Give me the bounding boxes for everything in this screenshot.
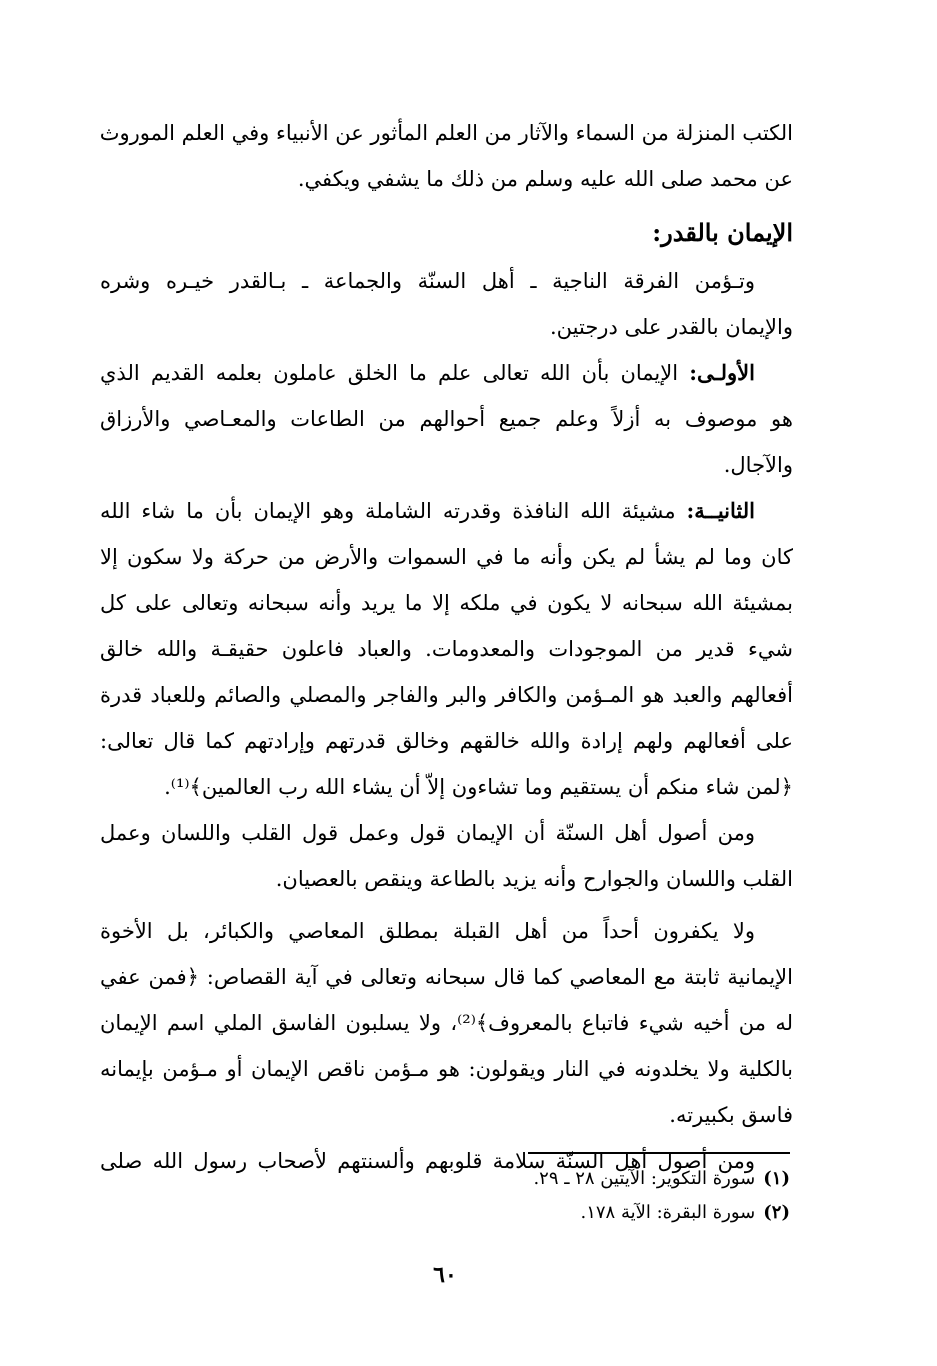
paragraph-lead: الثانيــة: (686, 498, 755, 523)
text-span: الإيمان بأن الله تعالى علم ما الخلق عاملون بعلمه القديم الذي (100, 361, 690, 385)
footnote-number: (٢) (763, 1202, 790, 1223)
text-line: فاسق بكبيرته. (669, 1103, 793, 1127)
text-line: شيء قدير من الموجودات والمعدومات. والعباد فاعلون حقيقـة والله خالق (100, 637, 793, 661)
text-line: الكتب المنزلة من السماء والآثار من العلم المأثور عن الأنبياء وفي العلم الموروث (99, 121, 793, 145)
text-line: عن محمد صلى الله عليه وسلم من ذلك ما يشفي ويكفي. (297, 167, 793, 191)
text-line: أفعالهم والعبد هو المـؤمن والكافر والبر والفاجر والمصلي والصائم وللعباد قدرة (100, 683, 793, 707)
text-line: ولا يكفرون أحداً من أهل القبلة بمطلق المعاصي والكبائر، بل الأخوة (100, 919, 755, 943)
text-line: والآجال. (723, 453, 793, 477)
page-number: ٦٠ (433, 1262, 457, 1288)
page-body (100, 110, 793, 1184)
text-line: بمشيئة الله سبحانه لا يكون في ملكه إلا ما يريد وأنه سبحانه وتعالى على كل (100, 591, 793, 615)
text-line: القلب واللسان والجوارح وأنه يزيد بالطاعة وينقص بالعصيان. (275, 867, 793, 891)
text-line: ومن أصول أهل السنّة سلامة قلوبهم وألسنتهم لأصحاب رسول الله صلى (100, 1149, 755, 1173)
text-line (100, 350, 793, 396)
footnote-divider (528, 1152, 790, 1154)
text-line: كان وما لم يشأ لم يكن وأنه ما في السموات والأرض من حركة ولا سكون إلا (100, 545, 793, 569)
text-span: مشيئة الله النافذة وقدرته الشاملة وهو الإيمان بأن ما شاء الله (100, 499, 687, 523)
text-line: وتـؤمن الفرقة الناجية ـ أهل السنّة والجماعة ـ بـالقدر خيـره وشره (100, 269, 755, 293)
text-line (100, 488, 793, 534)
section-heading: الإيمان بالقدر: (652, 218, 793, 247)
text-line: على أفعالهم ولهم إرادة والله خالقهم وخالق قدرتهم وإرادتهم كما قال تعالى: (100, 729, 793, 753)
footnote-text: سورة التكوير: الآيتين ٢٨ ـ ٢٩. (533, 1168, 756, 1189)
footnote-number: (١) (763, 1168, 790, 1189)
footnote (300, 1162, 790, 1196)
text-line: هو موصوف به أزلاً وعلم جميع أحوالهم من الطاعات والمعـاصي والأرزاق (100, 407, 793, 431)
text-line: ومن أصول أهل السنّة أن الإيمان قول وعمل قول القلب واللسان وعمل (100, 821, 755, 845)
text-line: والإيمان بالقدر على درجتين. (549, 315, 793, 339)
paragraph-lead: الأولـى: (689, 360, 755, 385)
text-line: بالكلية ولا يخلدونه في النار ويقولون: هو مـؤمن ناقص الإيمان أو مـؤمن بإيمانه (100, 1057, 793, 1081)
footnote (300, 1196, 790, 1230)
footnotes (300, 1162, 790, 1230)
footnote-text: سورة البقرة: الآية ١٧٨. (580, 1202, 756, 1223)
text-line: له من أخيه شيء فاتباع بالمعروف﴾⁽²⁾، ولا يسلبون الفاسق الملي اسم الإيمان (100, 1011, 793, 1035)
text-line: الإيمانية ثابتة مع المعاصي كما قال سبحانه وتعالى في آية القصاص: ﴿فمن عفي (100, 965, 793, 989)
text-line: ﴿لمن شاء منكم أن يستقيم وما تشاءون إلاّ أن يشاء الله رب العالمين﴾⁽¹⁾. (164, 775, 793, 799)
